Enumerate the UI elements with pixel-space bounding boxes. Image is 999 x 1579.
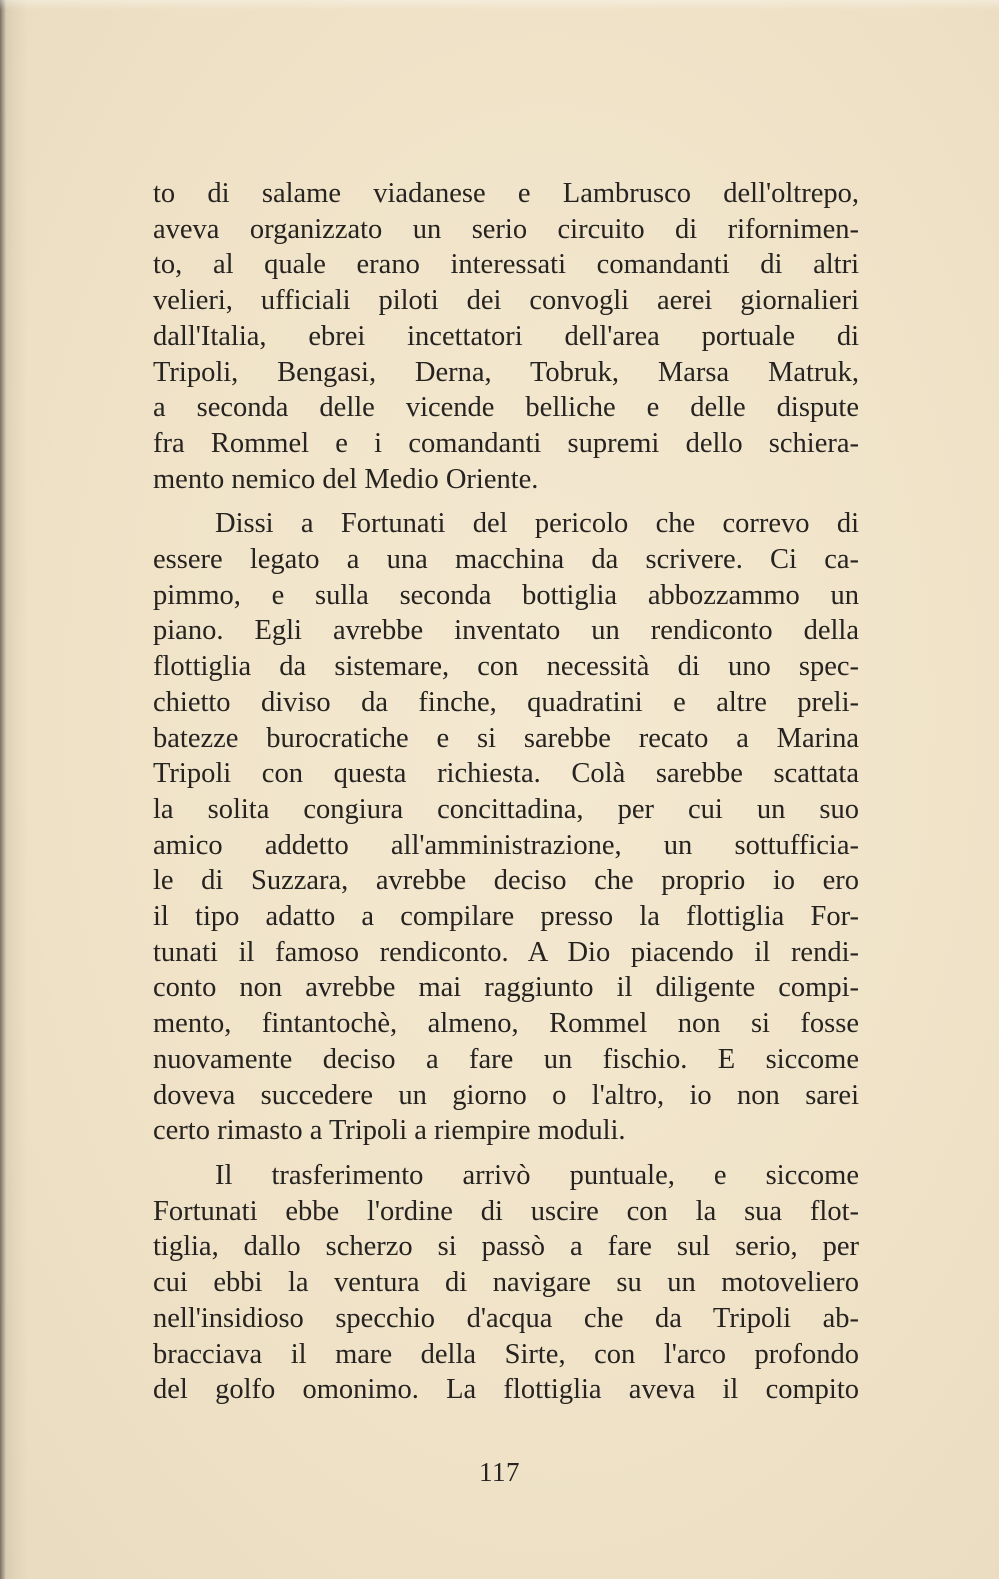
text-line: to di salame viadanese e Lambrusco dell'oltrepo, (153, 178, 859, 209)
text-line: pimmo, e sulla seconda bottiglia abbozzammo un (153, 579, 859, 611)
text-line: Tripoli, Bengasi, Derna, Tobruk, Marsa Matruk, (153, 356, 859, 388)
text-line: mento nemico del Medio Oriente. (153, 463, 539, 495)
body-text (153, 176, 859, 1408)
text-line: fra Rommel e i comandanti supremi dello schiera- (153, 427, 859, 459)
text-line: la solita congiura concittadina, per cui un suo (153, 793, 859, 825)
text-line: velieri, ufficiali piloti dei convogli aerei giornalieri (153, 285, 859, 317)
text-line: conto non avrebbe mai raggiunto il diligente compi- (153, 972, 859, 1004)
text-line: Fortunati ebbe l'ordine di uscire con la sua flot- (153, 1195, 859, 1227)
text-line: chietto diviso da finche, quadratini e altre preli- (153, 686, 859, 718)
text-line: doveva succedere un giorno o l'altro, io non sarei (153, 1079, 859, 1111)
text-line: amico addetto all'amministrazione, un sottufficia- (153, 829, 859, 861)
text-line: tunati il famoso rendiconto. A Dio piacendo il rendi- (153, 936, 859, 968)
paragraph-1 (153, 176, 859, 497)
paragraph-2 (153, 506, 859, 1149)
text-line: nuovamente deciso a fare un fischio. E siccome (153, 1043, 859, 1075)
text-line: Il trasferimento arrivò puntuale, e siccome (215, 1159, 859, 1191)
text-line: certo rimasto a Tripoli a riempire moduli. (153, 1115, 626, 1147)
text-line: nell'insidioso specchio d'acqua che da Tripoli ab- (153, 1302, 859, 1334)
paragraph-3 (153, 1158, 859, 1408)
page-top-edge (0, 0, 999, 10)
text-line: il tipo adatto a compilare presso la flottiglia For- (153, 901, 859, 933)
text-line: mento, fintantochè, almeno, Rommel non si fosse (153, 1008, 859, 1040)
text-line: le di Suzzara, avrebbe deciso che proprio io ero (153, 865, 859, 897)
text-line: batezze burocratiche e si sarebbe recato a Marina (153, 722, 859, 754)
text-line: Dissi a Fortunati del pericolo che correvo di (215, 508, 859, 540)
text-line: to, al quale erano interessati comandanti di altri (153, 249, 859, 281)
page-spine-shadow (0, 0, 7, 1579)
text-line: essere legato a una macchina da scrivere. Ci ca- (153, 544, 859, 576)
text-line: aveva organizzato un serio circuito di rifornimen- (153, 213, 859, 245)
text-line: dall'Italia, ebrei incettatori dell'area portuale di (153, 320, 859, 352)
page-number: 117 (479, 1457, 520, 1487)
text-line: flottiglia da sistemare, con necessità di uno spec- (153, 651, 859, 683)
text-line: Tripoli con questa richiesta. Colà sarebbe scattata (153, 758, 859, 790)
text-line: piano. Egli avrebbe inventato un rendiconto della (153, 615, 859, 647)
text-line: tiglia, dallo scherzo si passò a fare sul serio, per (153, 1231, 859, 1263)
text-line: del golfo omonimo. La flottiglia aveva il compito (153, 1374, 859, 1406)
text-line: cui ebbi la ventura di navigare su un motoveliero (153, 1267, 859, 1299)
text-line: bracciava il mare della Sirte, con l'arco profondo (153, 1338, 859, 1370)
text-line: a seconda delle vicende belliche e delle dispute (153, 392, 859, 424)
